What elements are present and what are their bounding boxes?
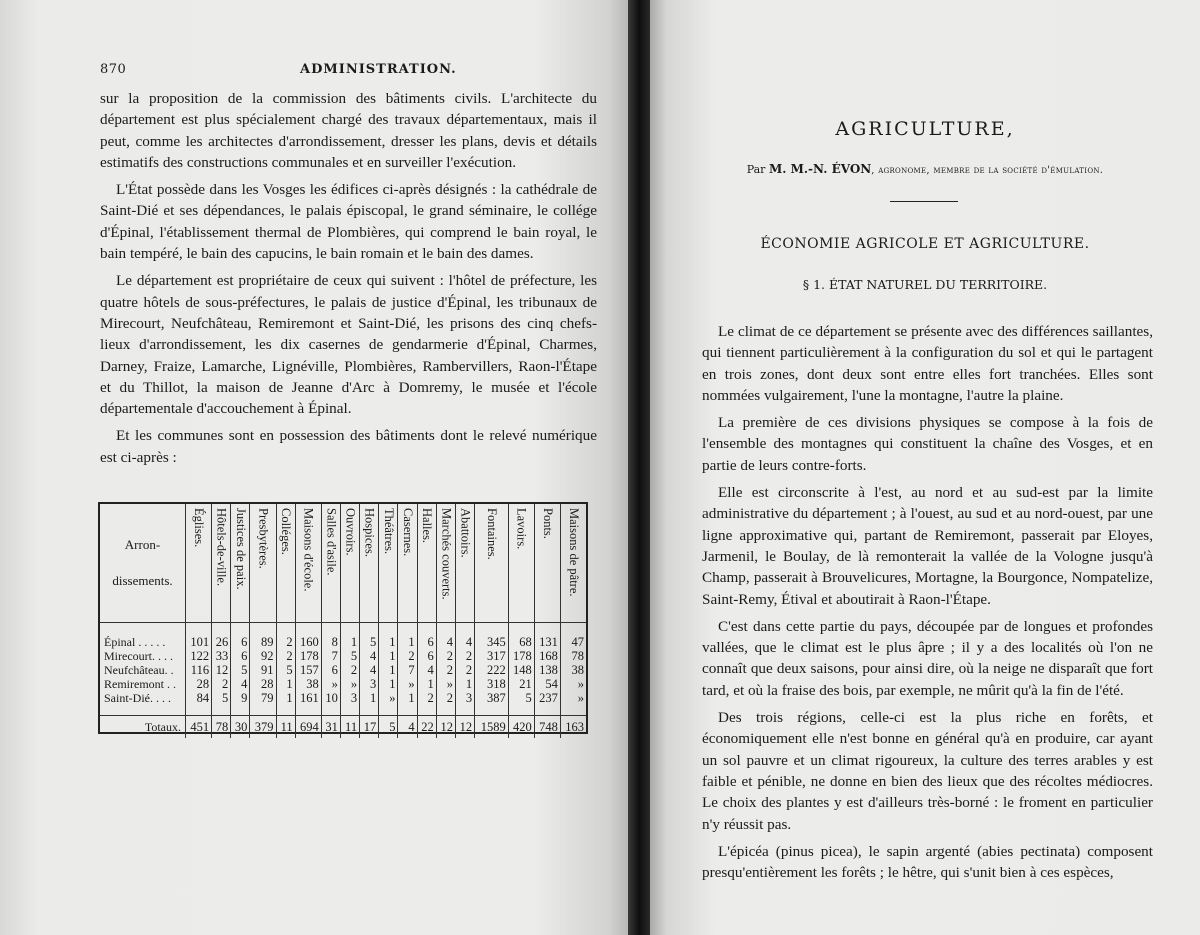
column-header: Ouvroirs. (340, 504, 359, 623)
table-body (100, 623, 586, 716)
total-cell: 4 (398, 716, 417, 739)
total-cell: 12 (436, 716, 455, 739)
paragraph: La première de ces divisions physiques se compose à la fois de l'ensemble des montagnes qui constituent la chaîne des Vosges, et en partie de leurs contre-forts. (702, 414, 1153, 474)
row-labels: Épinal . . . . . Mirecourt. . . . Neufchâteau. . Remiremont . . Saint-Dié. . . . (104, 635, 176, 705)
column-header: Justices de paix. (231, 504, 250, 623)
table-column: 26 33 12 2 5 (212, 623, 231, 716)
table-column: 4 2 2 » 2 (436, 623, 455, 716)
column-header: Halles. (417, 504, 436, 623)
table-column: 2 2 5 1 1 (276, 623, 295, 716)
table-column: 5 4 4 3 1 (360, 623, 379, 716)
table-column: 131 168 138 54 237 (534, 623, 560, 716)
table-column: 345 317 222 318 387 (475, 623, 509, 716)
right-body-text (702, 321, 1153, 889)
paragraph: L'épicéa (pinus picea), le sapin argenté (abies pectinata) composent presqu'entièrement les forêts ; le hêtre, qui s'unit bien à ces espèces, (702, 842, 1153, 882)
column-header: Presbytères. (250, 504, 276, 623)
chapter-title: AGRICULTURE, (835, 118, 1015, 140)
table-column: 47 78 38 » » (560, 623, 586, 716)
table-column: 4 2 2 1 3 (455, 623, 474, 716)
page-number: 870 (100, 62, 127, 77)
table-column: 1 2 7 » 1 (398, 623, 417, 716)
paragraph: L'État possède dans les Vosges les édifices ci-après désignés : la cathédrale de Saint-Dié et ses dépendances, le palais épiscopal, le grand séminaire, le collége d'Épinal, l'établissement thermal de Plombières, qui comprend le bain royal, le bain tempéré, le bain des capucins, le bain romain et le bain des dames. (100, 181, 597, 263)
paragraph: Le climat de ce département se présente avec des différences saillantes, qui tiennent particulièrement à la configuration du sol et qui le partagent en trois zones, dont deux sont entre elles fort tranchées. Elles sont nommées vulgairement, l'une la montagne, l'autre la plaine. (702, 323, 1153, 404)
column-header: Colléges. (276, 504, 295, 623)
total-cell: 748 (534, 716, 560, 739)
total-cell: 12 (455, 716, 474, 739)
column-header: Églises. (186, 504, 212, 623)
total-cell: 163 (560, 716, 586, 739)
total-cell: 451 (186, 716, 212, 739)
table-column: 68 178 148 21 5 (508, 623, 534, 716)
table-column: 1 1 1 1 » (379, 623, 398, 716)
author-byline: Par M. M.-N. ÉVON, agronome, membre de la société d'émulation. (746, 162, 1104, 176)
column-header: Ponts. (534, 504, 560, 623)
column-header: Casernes. (398, 504, 417, 623)
paragraph: Le département est propriétaire de ceux qui suivent : l'hôtel de préfecture, les quatre hôtels de sous-préfectures, le palais de justice d'Épinal, les tribunaux de Mirecourt, Neufchâteau, Remiremont et Saint-Dié, les prisons des cinq chefs-lieux d'arrondissement, les dix casernes de gendarmerie d'Épinal, Charmes, Darney, Fraize, Lamarche, Lignéville, Plombières, Rambervillers, Raon-l'Étape et du Thillot, la maison de Jeanne d'Arc à Domremy, le musée et l'école départementale d'accouchement à Épinal. (100, 272, 597, 418)
table-column: 6 6 5 4 9 (231, 623, 250, 716)
paragraph: Des trois régions, celle-ci est la plus riche en forêts, et économiquement elle n'est bonne en général qu'à en produire, car ayant un sol pauvre et un climat rigoureux, la culture des terres arables y est faible et pénible, ne donne en bien des lieux que des récoltes médiocres. Le choix des plantes y est d'ailleurs très-borné : le froment en particulier n'y réussit pas. (702, 709, 1153, 833)
total-cell: 31 (321, 716, 340, 739)
total-cell: 379 (250, 716, 276, 739)
total-cell: 78 (212, 716, 231, 739)
table-column: 1 5 2 » 3 (340, 623, 359, 716)
subsection-heading: § 1. ÉTAT NATUREL DU TERRITOIRE. (802, 277, 1048, 292)
totals-row (100, 716, 586, 739)
column-header: Abattoirs. (455, 504, 474, 623)
total-cell: 5 (379, 716, 398, 739)
section-heading: ÉCONOMIE AGRICOLE ET AGRICULTURE. (760, 236, 1090, 252)
total-cell: 30 (231, 716, 250, 739)
table-column: 101 122 116 28 84 (186, 623, 212, 716)
buildings-table (98, 502, 588, 734)
right-page (650, 0, 1200, 935)
total-cell: 694 (295, 716, 321, 739)
left-body-text (100, 88, 597, 474)
total-cell: 420 (508, 716, 534, 739)
table-column: 8 7 6 » 10 (321, 623, 340, 716)
paragraph: C'est dans cette partie du pays, découpée par de longues et profondes vallées, que le climat est le plus âpre ; il y a des localités où l'on ne connaît que deux saisons, pour ainsi dire, où la neige ne disparaît que fort tard, et où la fraise des bois, par exemple, ne mûrit qu'à la fin de l'été. (702, 617, 1153, 699)
total-cell: 11 (276, 716, 295, 739)
column-header: Maisons de pâtre. (560, 504, 586, 623)
book-gutter (628, 0, 650, 935)
column-header: Marchés couverts. (436, 504, 455, 623)
divider (890, 201, 958, 202)
row-header: Arron- dissements. (100, 504, 186, 623)
column-header: Maisons d'école. (295, 504, 321, 623)
table-column: 160 178 157 38 161 (295, 623, 321, 716)
table-column: 6 6 4 1 2 (417, 623, 436, 716)
total-cell: 22 (417, 716, 436, 739)
total-cell: 17 (360, 716, 379, 739)
column-header: Fontaines. (475, 504, 509, 623)
paragraph: Elle est circonscrite à l'est, au nord et au sud-est par la limite administrative du département ; à l'ouest, au sud et au nord-ouest, par une ligne approximative qui, partant de Remiremont, passerait par Eloyes, Jarmenil, le Boulay, de là remonterait la vallée de la Vologne jusqu'à Champ, passerait à Brouvelicures, Mortagne, la Bourgonce, Nompatelize, Saint-Remy, Étival et aboutirait à Raon-l'Étape. (702, 484, 1153, 608)
running-head-title: ADMINISTRATION. (300, 62, 457, 77)
table-column: 89 92 91 28 79 (250, 623, 276, 716)
total-cell: 11 (340, 716, 359, 739)
column-header: Hôtels-de-ville. (212, 504, 231, 623)
total-cell: 1589 (475, 716, 509, 739)
column-header: Théâtres. (379, 504, 398, 623)
column-header: Lavoirs. (508, 504, 534, 623)
paragraph: sur la proposition de la commission des bâtiments civils. L'architecte du département est plus spécialement chargé des travaux départementaux, mais il peut, comme les architectes d'arrondissement, dresser les plans, devis et détails estimatifs des constructions communales et en surveiller l'exécution. (100, 90, 597, 171)
paragraph: Et les communes sont en possession des bâtiments dont le relevé numérique est ci-après : (100, 427, 597, 466)
totals-label: Totaux. (100, 716, 186, 739)
column-header: Hospices. (360, 504, 379, 623)
column-header: Salles d'asile. (321, 504, 340, 623)
